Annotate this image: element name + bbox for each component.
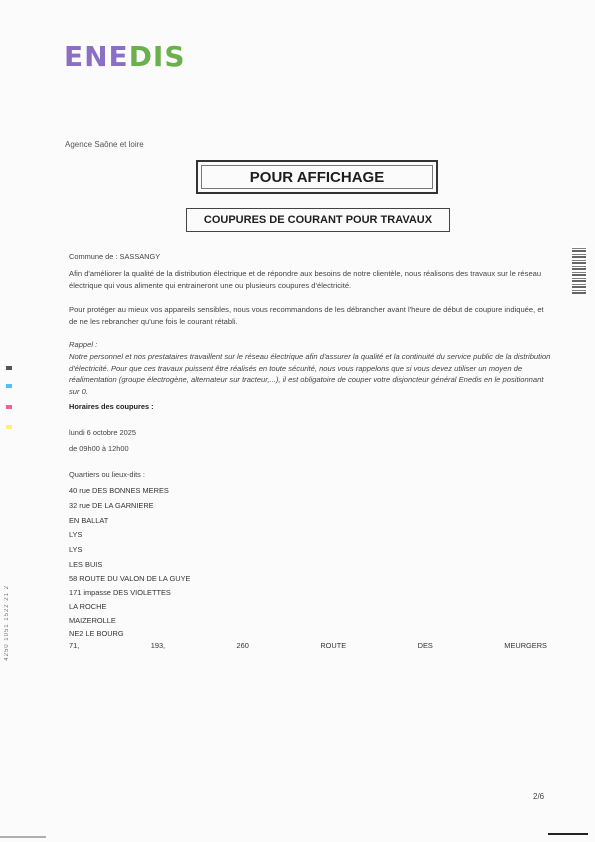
barcode-icon — [572, 246, 586, 294]
agence-label: Agence Saône et loire — [65, 140, 144, 149]
enedis-logo: ENEDIS — [64, 40, 186, 73]
list-item: 58 ROUTE DU VALON DE LA GUYE — [69, 574, 191, 583]
list-item: 40 rue DES BONNES MERES — [69, 486, 169, 495]
list-item: EN BALLAT — [69, 516, 109, 525]
list-item: LYS — [69, 530, 83, 539]
side-code: 4250 1051 1522 21 2 — [4, 585, 10, 661]
bottom-left-mark — [0, 836, 46, 838]
horaires-title: Horaires des coupures : — [69, 402, 154, 411]
list-item: LYS — [69, 545, 83, 554]
coupure-heure: de 09h00 à 12h00 — [69, 444, 129, 453]
rappel-text: Notre personnel et nos prestataires travaillent sur le réseau électrique afin d'assurer la qualité et la continuité du service public de la distribution d'électricité. Pour que ces travaux puissent être réalisés en toute sécurité, nous vous rappelons que si vous devez utiliser un moyen de réalimentation (groupe électrogène, alternateur sur tracteur,...), il est obligatoire de couper votre disjoncteur général Enedis en le positionnant sur 0. — [69, 351, 551, 397]
rappel-title: Rappel : — [69, 340, 98, 349]
list-item: 171 impasse DES VIOLETTES — [69, 588, 171, 597]
rappel-block — [69, 339, 551, 398]
coupure-date: lundi 6 octobre 2025 — [69, 428, 136, 437]
commune-line: Commune de : SASSANGY — [69, 252, 161, 261]
list-item: NE2 LE BOURG — [69, 629, 124, 638]
paragraph-intro: Afin d'améliorer la qualité de la distribution électrique et de répondre aux besoins de notre clientèle, nous réalisons des travaux sur le réseau électrique qui vous alimente qui entraineront une ou plusieurs coupures d'électricité. — [69, 269, 542, 290]
print-mark-magenta — [6, 405, 12, 409]
quartiers-title: Quartiers ou lieux-dits : — [69, 470, 145, 479]
title-affichage: POUR AFFICHAGE — [249, 168, 385, 186]
list-item: MAIZEROLLE — [69, 616, 116, 625]
title-box-affichage — [196, 160, 438, 194]
page-number: 2/6 — [533, 792, 545, 801]
bottom-right-mark — [548, 833, 588, 835]
title-box-coupures — [186, 208, 450, 232]
list-item: 32 rue DE LA GARNIERE — [69, 501, 154, 510]
title-coupures: COUPURES DE COURANT POUR TRAVAUX — [203, 214, 433, 226]
list-item: LES BUIS — [69, 560, 103, 569]
paragraph-protection: Pour protéger au mieux vos appareils sensibles, nous vous recommandons de les débrancher avant l'heure de début de coupure indiquée, et de ne les rebrancher qu'une fois le courant rétabli. — [69, 305, 544, 326]
print-mark-black — [6, 366, 12, 370]
list-item-last: 71, 193, 260 ROUTE DES MEURGERS — [69, 641, 547, 650]
list-item: LA ROCHE — [69, 602, 107, 611]
print-mark-yellow — [6, 425, 12, 429]
print-mark-cyan — [6, 384, 12, 388]
